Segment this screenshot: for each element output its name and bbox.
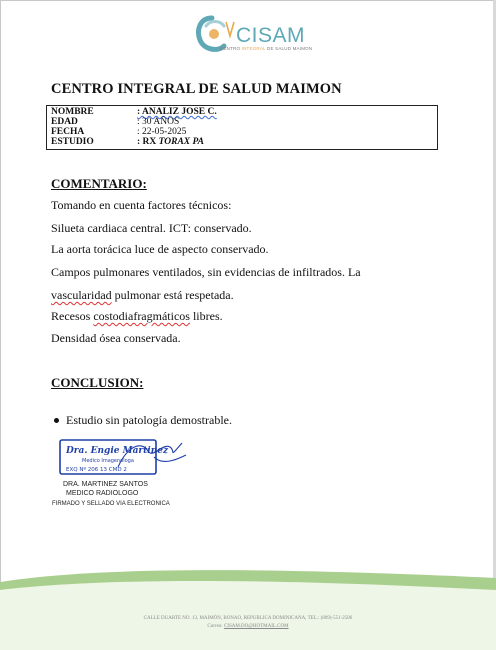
info-label: NOMBRE (51, 107, 94, 117)
footer-wave (0, 568, 496, 650)
info-row-fecha (51, 127, 437, 137)
stamp-name: Dra. Engie Martinez (66, 446, 169, 456)
signer-name: DRA. MARTINEZ SANTOS (63, 481, 148, 488)
info-value-edad: : 30 AÑOS (137, 117, 180, 127)
conclusion-item-text: Estudio sin patología demostrable. (66, 413, 232, 427)
patient-info-box (46, 105, 438, 150)
comentario-line-4: Campos pulmonares ventilados, sin evidencias de infiltrados. La (51, 265, 361, 279)
comentario-line-7: Densidad ósea conservada. (51, 331, 181, 345)
comentario-line-2: Silueta cardiaca central. ICT: conservado. (51, 221, 252, 235)
comentario-line-5: vascularidad pulmonar está respetada. (51, 288, 234, 302)
footer-address: CALLE DUARTE NO. 13, MAIMÓN, BONAO, REPUBLICA DOMINICANA, TEL.: (809)-551-2586 (143, 616, 353, 621)
comentario-heading: COMENTARIO: (51, 176, 147, 191)
info-label: ESTUDIO (51, 137, 94, 147)
comentario-line-6: Recesos costodiafragmáticos libres. (51, 309, 223, 323)
clinic-title: CENTRO INTEGRAL DE SALUD MAIMON (51, 81, 342, 97)
logo-mark-icon (192, 12, 240, 58)
info-row-estudio (51, 137, 437, 147)
logo-subtitle: CENTRO INTEGRAL DE SALUD MAIMON (220, 46, 313, 51)
comentario-line-1: Tomando en cuenta factores técnicos: (51, 198, 232, 212)
signer-role: MEDICO RADIOLOGO (66, 490, 139, 497)
stamp-role: Medico Imagenologa (82, 458, 134, 464)
footer-email-link[interactable]: CISAM.DO@HOTMAIL.COM (223, 624, 289, 629)
conclusion-item (66, 413, 232, 428)
signer-block (63, 480, 148, 498)
info-label: FECHA (51, 127, 85, 137)
conclusion-heading: CONCLUSION: (51, 375, 144, 390)
stamp-exeq: EXQ Nº 206 13 CMD 2 (66, 467, 127, 473)
signature-stamp (58, 437, 190, 477)
info-label: EDAD (51, 117, 78, 127)
bullet-icon (54, 418, 59, 423)
info-value-estudio: : RX TORAX PA (137, 137, 204, 147)
signature-note: FIRMADO Y SELLADO VIA ELECTRONICA (52, 501, 170, 507)
logo-name: CISAM (236, 24, 306, 47)
info-row-edad (51, 117, 437, 127)
info-row-nombre (51, 107, 437, 117)
cisam-logo (192, 12, 313, 58)
footer-email-line: Correo: CISAM.DO@HOTMAIL.COM (207, 624, 289, 629)
info-value-fecha: : 22-05-2025 (137, 127, 187, 137)
info-value-nombre: : ANALIZ JOSE C. (137, 107, 217, 117)
comentario-line-3: La aorta torácica luce de aspecto conservado. (51, 242, 269, 256)
